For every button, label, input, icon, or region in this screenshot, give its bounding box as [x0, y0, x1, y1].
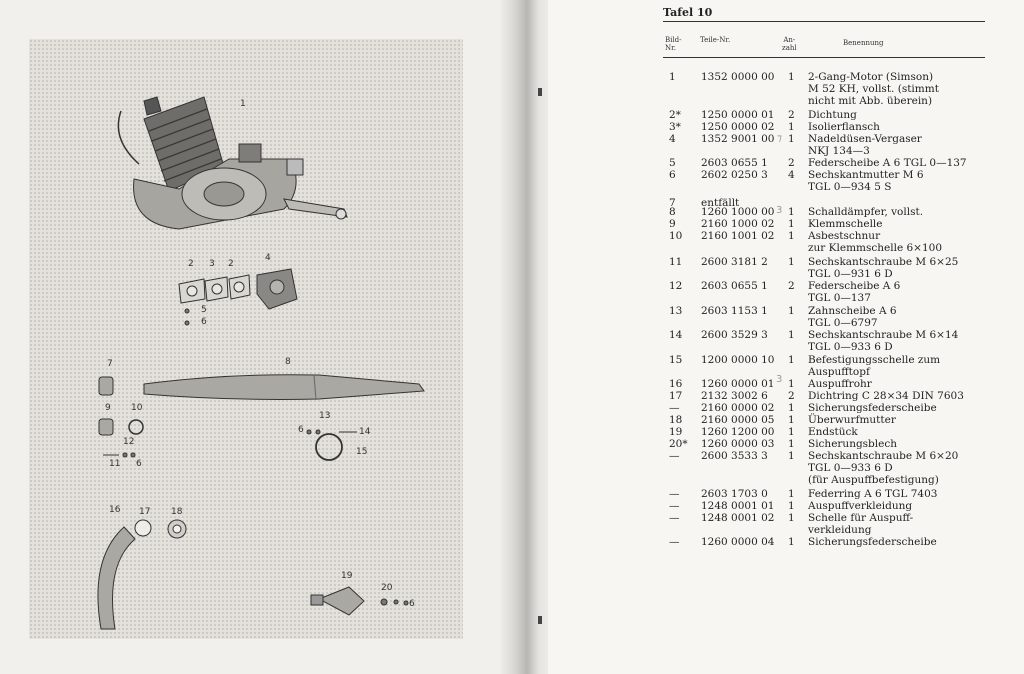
benennung-cell: Sechskantmutter M 6	[808, 169, 924, 181]
bild-nr-cell: —	[669, 536, 680, 548]
benennung-cell: Nadeldüsen-Vergaser	[808, 133, 922, 145]
parts-drawing	[29, 39, 463, 639]
bild-nr-cell: 4	[669, 133, 676, 145]
teile-nr-cell: 1260 1000 00	[701, 206, 775, 218]
callout-8: 8	[285, 357, 291, 367]
anzahl-cell: 1	[788, 71, 795, 83]
bild-nr-cell: —	[669, 402, 680, 414]
anzahl-cell: 2	[788, 109, 795, 121]
benennung-cell: NKJ 134—3	[808, 145, 870, 157]
benennung-cell: Dichtung	[808, 109, 857, 121]
anzahl-cell: 1	[788, 354, 795, 366]
benennung-cell: TGL 0—6797	[808, 317, 878, 329]
bild-nr-cell: 18	[669, 414, 683, 426]
teile-nr-cell: 1250 0000 02	[701, 121, 775, 133]
header-benennung: Benennung	[843, 39, 884, 47]
callout-13: 13	[319, 411, 331, 421]
callout-15: 15	[356, 447, 368, 457]
teile-nr-cell: 2160 0000 05	[701, 414, 775, 426]
teile-nr-cell: 2160 1001 02	[701, 230, 775, 242]
header-teile-nr: Teile-Nr.	[700, 36, 731, 44]
bild-nr-cell: —	[669, 450, 680, 462]
teile-nr-cell: 2160 0000 02	[701, 402, 775, 414]
benennung-cell: Schalldämpfer, vollst.	[808, 206, 924, 218]
benennung-cell: Asbestschnur	[808, 230, 881, 242]
callout-6: 6	[201, 317, 207, 327]
benennung-cell: TGL 0—934 5 S	[808, 181, 892, 193]
callout-9: 9	[105, 403, 111, 413]
benennung-cell: Dichtring C 28×34 DIN 7603	[808, 390, 964, 402]
anzahl-cell: 1	[788, 450, 795, 462]
benennung-cell: Sicherungsfederscheibe	[808, 402, 937, 414]
anzahl-cell: 2	[788, 157, 795, 169]
benennung-cell: TGL 0—933 6 D	[808, 341, 893, 353]
anzahl-cell: 1	[788, 402, 795, 414]
anzahl-cell: 2	[788, 280, 795, 292]
benennung-cell: Befestigungsschelle zum	[808, 354, 941, 366]
benennung-cell: TGL 0—931 6 D	[808, 268, 893, 280]
benennung-cell: TGL 0—933 6 D	[808, 462, 893, 474]
bild-nr-cell: 14	[669, 329, 683, 341]
anzahl-cell: 1	[788, 536, 795, 548]
benennung-cell: TGL 0—137	[808, 292, 871, 304]
teile-nr-cell: 2603 0655 1	[701, 157, 768, 169]
teile-nr-cell: 2160 1000 02	[701, 218, 775, 230]
teile-nr-cell: 2132 3002 6	[701, 390, 768, 402]
teile-nr-cell: 1248 0001 01	[701, 500, 775, 512]
benennung-cell: Auspufftopf	[808, 366, 870, 378]
header-bottom-rule	[663, 57, 985, 58]
teile-nr-cell: 1200 0000 10	[701, 354, 775, 366]
callout-16: 16	[109, 505, 121, 515]
bild-nr-cell: 5	[669, 157, 676, 169]
teile-nr-cell: 2603 1703 0	[701, 488, 768, 500]
bild-nr-cell: 11	[669, 256, 683, 268]
bild-nr-cell: 6	[669, 169, 676, 181]
bild-nr-cell: 17	[669, 390, 683, 402]
anzahl-cell: 1	[788, 256, 795, 268]
teile-nr-cell: 2600 3533 3	[701, 450, 768, 462]
bild-nr-cell: 19	[669, 426, 683, 438]
bild-nr-cell: 16	[669, 378, 683, 390]
benennung-cell: Endstück	[808, 426, 858, 438]
bild-nr-cell: —	[669, 512, 680, 524]
benennung-cell: Federscheibe A 6	[808, 280, 901, 292]
teile-nr-cell: 1248 0001 02	[701, 512, 775, 524]
anzahl-cell: 1	[788, 329, 795, 341]
callout-17: 17	[139, 507, 151, 517]
callout-4: 4	[265, 253, 271, 263]
benennung-cell: Schelle für Auspuff-	[808, 512, 914, 524]
bild-nr-cell: 1	[669, 71, 676, 83]
benennung-cell: nicht mit Abb. überein)	[808, 95, 933, 107]
bild-nr-cell: —	[669, 488, 680, 500]
teile-nr-cell: 2602 0250 3	[701, 169, 768, 181]
bild-nr-cell: 9	[669, 218, 676, 230]
bild-nr-cell: 2*	[669, 109, 681, 121]
benennung-cell: zur Klemmschelle 6×100	[808, 242, 943, 254]
teile-nr-cell: 1260 0000 03	[701, 438, 775, 450]
anzahl-cell: 1	[788, 426, 795, 438]
benennung-cell: Sechskantschraube M 6×20	[808, 450, 959, 462]
anzahl-cell: 1	[788, 414, 795, 426]
page-title: Tafel 10	[663, 6, 713, 19]
benennung-cell: Überwurfmutter	[808, 414, 896, 426]
benennung-cell: Federring A 6 TGL 7403	[808, 488, 938, 500]
teile-nr-cell: 2603 0655 1	[701, 280, 768, 292]
bild-nr-cell: 7	[669, 197, 676, 209]
callout-7: 7	[107, 359, 113, 369]
callout-6d: 6	[409, 599, 415, 609]
callout-14: 14	[359, 427, 371, 437]
callout-1: 1	[240, 99, 246, 109]
benennung-cell: Auspuffrohr	[808, 378, 872, 390]
teile-nr-cell: 1352 0000 00	[701, 71, 775, 83]
teile-nr-cell: 2600 3181 2	[701, 256, 768, 268]
header-bild-nr: Bild- Nr.	[665, 36, 682, 52]
anzahl-cell: 1	[788, 512, 795, 524]
anzahl-cell: 1	[788, 230, 795, 242]
benennung-cell: (für Auspuffbefestigung)	[808, 474, 939, 486]
benennung-cell: verkleidung	[808, 524, 872, 536]
benennung-cell: Zahnscheibe A 6	[808, 305, 897, 317]
anzahl-cell: 1	[788, 305, 795, 317]
teile-nr-cell: 1260 1200 00	[701, 426, 775, 438]
benennung-cell: Sechskantschraube M 6×25	[808, 256, 959, 268]
anzahl-cell: 1	[788, 133, 795, 145]
teile-nr-cell: 2603 1153 1	[701, 305, 768, 317]
header-anzahl: An- zahl	[782, 36, 797, 52]
teile-nr-cell: entfällt	[701, 197, 740, 209]
benennung-cell: Klemmschelle	[808, 218, 883, 230]
bild-nr-cell: 12	[669, 280, 683, 292]
spine-mark	[538, 88, 542, 96]
teile-nr-cell: 1260 0000 04	[701, 536, 775, 548]
exploded-parts-illustration	[29, 39, 463, 639]
callout-18: 18	[171, 507, 183, 517]
spine-mark	[538, 616, 542, 624]
anzahl-cell: 1	[788, 438, 795, 450]
benennung-cell: Sicherungsfederscheibe	[808, 536, 937, 548]
anzahl-cell: 1	[788, 218, 795, 230]
callout-12: 12	[123, 437, 135, 447]
benennung-cell: M 52 KH, vollst. (stimmt	[808, 83, 939, 95]
teile-nr-cell: 1250 0000 01	[701, 109, 775, 121]
benennung-cell: Sicherungsblech	[808, 438, 897, 450]
callout-3: 3	[209, 259, 215, 269]
anzahl-cell: 1	[788, 488, 795, 500]
benennung-cell: Sechskantschraube M 6×14	[808, 329, 959, 341]
anzahl-cell: 1	[788, 206, 795, 218]
benennung-cell: Isolierflansch	[808, 121, 880, 133]
benennung-cell: 2-Gang-Motor (Simson)	[808, 71, 934, 83]
benennung-cell: Auspuffverkleidung	[808, 500, 913, 512]
header-top-rule	[663, 21, 985, 22]
callout-5: 5	[201, 305, 207, 315]
callout-2: 2	[188, 259, 194, 269]
bild-nr-cell: 15	[669, 354, 683, 366]
teile-nr-cell: 1352 9001 00	[701, 133, 775, 145]
bild-nr-cell: 13	[669, 305, 683, 317]
bild-nr-cell: 3*	[669, 121, 681, 133]
bild-nr-cell: 20*	[669, 438, 688, 450]
callout-6c: 6	[298, 425, 304, 435]
callout-2b: 2	[228, 259, 234, 269]
callout-6b: 6	[136, 459, 142, 469]
anzahl-cell: 1	[788, 378, 795, 390]
callout-10: 10	[131, 403, 143, 413]
anzahl-cell: 2	[788, 390, 795, 402]
benennung-cell: Federscheibe A 6 TGL 0—137	[808, 157, 967, 169]
handwritten-mark: 3	[776, 374, 783, 385]
handwritten-mark: ⁊	[777, 133, 782, 144]
bild-nr-cell: 10	[669, 230, 683, 242]
callout-20: 20	[381, 583, 393, 593]
anzahl-cell: 4	[788, 169, 795, 181]
bild-nr-cell: 8	[669, 206, 676, 218]
anzahl-cell: 1	[788, 500, 795, 512]
callout-11: 11	[109, 459, 121, 469]
teile-nr-cell: 2600 3529 3	[701, 329, 768, 341]
callout-19: 19	[341, 571, 353, 581]
handwritten-mark: 3	[776, 205, 783, 216]
teile-nr-cell: 1260 0000 01	[701, 378, 775, 390]
bild-nr-cell: —	[669, 500, 680, 512]
anzahl-cell: 1	[788, 121, 795, 133]
